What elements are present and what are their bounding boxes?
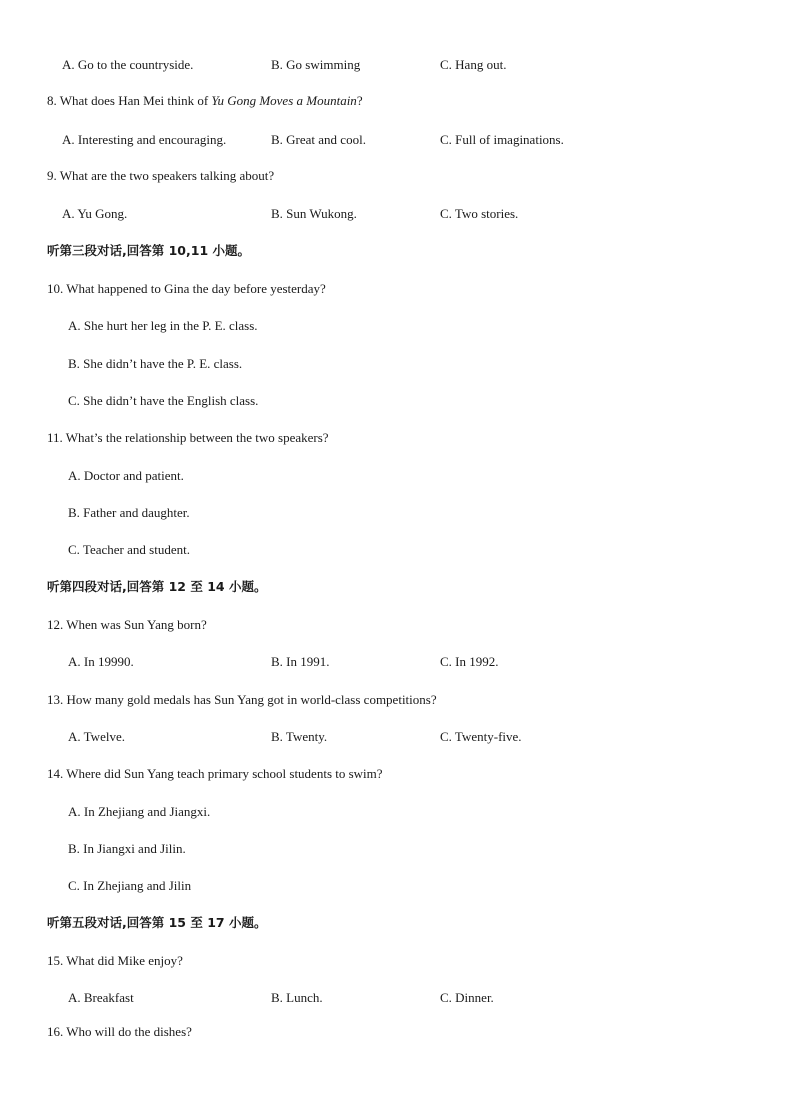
q14-option-a: A. In Zhejiang and Jiangxi. (68, 804, 211, 819)
q12-option-b: B. In 1991. (271, 654, 330, 669)
q13-option-b: B. Twenty. (271, 729, 328, 744)
q11-option-b: B. Father and daughter. (68, 505, 190, 520)
q12-option-a: A. In 19990. (68, 654, 134, 669)
question-8-text: 8. What does Han Mei think of (47, 93, 212, 108)
q11-option-a: A. Doctor and patient. (68, 468, 184, 483)
question-8 (47, 93, 363, 109)
q14-option-c: C. In Zhejiang and Jilin (68, 878, 192, 893)
q13-option-c: C. Twenty-five. (440, 729, 522, 744)
q10-option-a: A. She hurt her leg in the P. E. class. (68, 318, 258, 333)
q15-option-a: A. Breakfast (68, 990, 134, 1005)
q9-option-c: C. Two stories. (440, 206, 519, 221)
section-3-heading: 听第三段对话,回答第 10,11 小题。 (47, 243, 250, 258)
q7-option-c: C. Hang out. (440, 57, 507, 72)
q10-option-c: C. She didn’t have the English class. (68, 393, 259, 408)
question-14: 14. Where did Sun Yang teach primary school students to swim? (47, 766, 383, 781)
question-12: 12. When was Sun Yang born? (47, 617, 207, 632)
q7-option-a: A. Go to the countryside. (62, 57, 194, 72)
question-11: 11. What’s the relationship between the two speakers? (47, 430, 329, 445)
question-15: 15. What did Mike enjoy? (47, 953, 183, 968)
q8-option-a: A. Interesting and encouraging. (62, 132, 227, 147)
q13-option-a: A. Twelve. (68, 729, 125, 744)
question-9: 9. What are the two speakers talking about? (47, 168, 275, 183)
q8-option-b: B. Great and cool. (271, 132, 366, 147)
q10-option-b: B. She didn’t have the P. E. class. (68, 356, 243, 371)
q8-option-c: C. Full of imaginations. (440, 132, 564, 147)
question-13: 13. How many gold medals has Sun Yang got in world-class competitions? (47, 692, 437, 707)
question-16: 16. Who will do the dishes? (47, 1024, 192, 1039)
q11-option-c: C. Teacher and student. (68, 542, 190, 557)
q15-option-c: C. Dinner. (440, 990, 494, 1005)
q7-option-b: B. Go swimming (271, 57, 361, 72)
question-8-mark: ? (356, 93, 363, 108)
question-10: 10. What happened to Gina the day before yesterday? (47, 281, 326, 296)
q14-option-b: B. In Jiangxi and Jilin. (68, 841, 186, 856)
section-4-heading: 听第四段对话,回答第 12 至 14 小题。 (47, 579, 267, 594)
q9-option-a: A. Yu Gong. (62, 206, 128, 221)
section-5-heading: 听第五段对话,回答第 15 至 17 小题。 (47, 915, 267, 930)
q12-option-c: C. In 1992. (440, 654, 499, 669)
question-8-title: Yu Gong Moves a Mountain (211, 93, 357, 108)
q9-option-b: B. Sun Wukong. (271, 206, 357, 221)
q15-option-b: B. Lunch. (271, 990, 323, 1005)
